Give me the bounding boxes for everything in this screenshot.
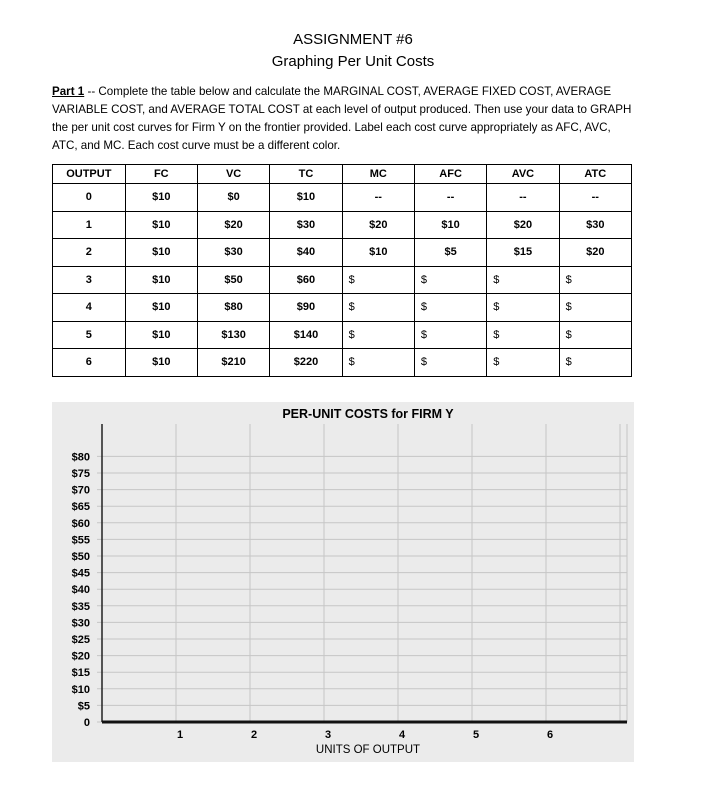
table-cell: $10 <box>125 184 197 212</box>
y-tick-label: $55 <box>71 534 90 547</box>
cost-table <box>52 164 632 377</box>
y-tick-label: $60 <box>71 517 90 530</box>
y-tick-labels <box>72 451 90 729</box>
table-cell: $30 <box>270 211 342 239</box>
table-row <box>53 239 632 267</box>
table-cell: $140 <box>270 321 342 349</box>
table-cell: -- <box>559 184 631 212</box>
table-cell: $10 <box>125 294 197 322</box>
table-cell: $10 <box>125 349 197 377</box>
y-tick-label: $5 <box>77 700 90 713</box>
header-fc: FC <box>125 165 197 184</box>
table-cell: $20 <box>342 211 414 239</box>
answer-cell[interactable]: $ <box>559 349 631 377</box>
y-tick-label: $70 <box>71 484 90 497</box>
y-tick-label: $80 <box>71 451 90 464</box>
table-cell: 6 <box>53 349 126 377</box>
table-cell: $10 <box>342 239 414 267</box>
table-cell: $50 <box>197 266 269 294</box>
table-cell: $15 <box>487 239 559 267</box>
answer-cell[interactable]: $ <box>559 294 631 322</box>
table-row <box>53 321 632 349</box>
table-cell: $5 <box>414 239 486 267</box>
table-cell: $30 <box>559 211 631 239</box>
table-cell: $10 <box>414 211 486 239</box>
y-tick-label: $40 <box>71 584 90 597</box>
x-tick-label: 2 <box>250 729 258 741</box>
x-tick-label: 3 <box>324 729 332 741</box>
answer-cell[interactable]: $ <box>342 266 414 294</box>
x-axis-label: UNITS OF OUTPUT <box>315 744 421 756</box>
table-cell: $10 <box>125 239 197 267</box>
answer-cell[interactable]: $ <box>414 294 486 322</box>
table-cell: $20 <box>559 239 631 267</box>
header-vc: VC <box>197 165 269 184</box>
table-cell: 0 <box>53 184 126 212</box>
header-atc: ATC <box>559 165 631 184</box>
table-cell: $90 <box>270 294 342 322</box>
answer-cell[interactable]: $ <box>342 294 414 322</box>
chart-grid <box>97 424 627 722</box>
table-row <box>53 211 632 239</box>
answer-cell[interactable]: $ <box>487 321 559 349</box>
answer-cell[interactable]: $ <box>414 321 486 349</box>
table-cell: $30 <box>197 239 269 267</box>
y-tick-label: $30 <box>71 617 90 630</box>
table-cell: -- <box>342 184 414 212</box>
assignment-title: ASSIGNMENT #6 <box>293 31 413 48</box>
y-tick-label: $20 <box>71 650 90 663</box>
x-tick-label: 1 <box>176 729 184 741</box>
y-tick-label: $25 <box>71 634 90 646</box>
answer-cell[interactable]: $ <box>559 266 631 294</box>
table-header-row <box>53 165 632 184</box>
header-output: OUTPUT <box>53 165 126 184</box>
y-tick-label: $45 <box>71 567 90 580</box>
y-tick-label: $15 <box>71 667 90 680</box>
answer-cell[interactable]: $ <box>414 349 486 377</box>
table-cell: $10 <box>125 211 197 239</box>
answer-cell[interactable]: $ <box>559 321 631 349</box>
x-tick-labels <box>177 729 553 741</box>
chart-title: PER-UNIT COSTS for FIRM Y <box>282 407 454 421</box>
instructions <box>52 83 637 155</box>
table-cell: -- <box>487 184 559 212</box>
header-afc: AFC <box>414 165 486 184</box>
answer-cell[interactable]: $ <box>487 349 559 377</box>
table-row <box>53 266 632 294</box>
x-tick-label: 4 <box>398 729 406 741</box>
x-tick-label: 5 <box>472 729 480 741</box>
table-cell: $220 <box>270 349 342 377</box>
table-cell: $40 <box>270 239 342 267</box>
header-avc: AVC <box>487 165 559 184</box>
per-unit-cost-chart <box>52 402 634 764</box>
part-label: Part 1 <box>52 85 85 98</box>
y-tick-label: $50 <box>71 551 90 563</box>
answer-cell[interactable]: $ <box>487 294 559 322</box>
table-cell: $130 <box>197 321 269 349</box>
y-tick-label: $65 <box>71 501 90 514</box>
table-cell: $10 <box>125 266 197 294</box>
answer-cell[interactable]: $ <box>342 321 414 349</box>
y-tick-label: 0 <box>83 717 90 729</box>
table-cell: $20 <box>487 211 559 239</box>
table-cell: $10 <box>270 184 342 212</box>
table-cell: 5 <box>53 321 126 349</box>
table-cell: $80 <box>197 294 269 322</box>
table-cell: 2 <box>53 239 126 267</box>
table-cell: -- <box>414 184 486 212</box>
table-cell: $60 <box>270 266 342 294</box>
table-row <box>53 184 632 212</box>
table-row <box>53 294 632 322</box>
y-tick-label: $35 <box>71 600 90 613</box>
table-cell: $10 <box>125 321 197 349</box>
answer-cell[interactable]: $ <box>414 266 486 294</box>
x-tick-label: 6 <box>546 729 554 741</box>
table-cell: 4 <box>53 294 126 322</box>
table-row <box>53 349 632 377</box>
y-tick-label: $75 <box>71 468 90 480</box>
table-cell: $210 <box>197 349 269 377</box>
assignment-subtitle: Graphing Per Unit Costs <box>271 53 435 70</box>
table-cell: 1 <box>53 211 126 239</box>
table-cell: $0 <box>197 184 269 212</box>
header-tc: TC <box>270 165 342 184</box>
answer-cell[interactable]: $ <box>487 266 559 294</box>
table-cell: 3 <box>53 266 126 294</box>
answer-cell[interactable]: $ <box>342 349 414 377</box>
instructions-text: -- Complete the table below and calculate the MARGINAL COST, AVERAGE FIXED COST, AVERAGE VARIABLE COST, and AVERAGE TOTAL COST at each level of output produced. Then use your data to GRAPH the per unit cost curves for Firm Y on the frontier provided. Label each cost curve appropriately as AFC, AVC, ATC, and MC. Each cost curve must be a different color. <box>52 85 632 152</box>
header-mc: MC <box>342 165 414 184</box>
y-tick-label: $10 <box>71 683 90 696</box>
table-cell: $20 <box>197 211 269 239</box>
